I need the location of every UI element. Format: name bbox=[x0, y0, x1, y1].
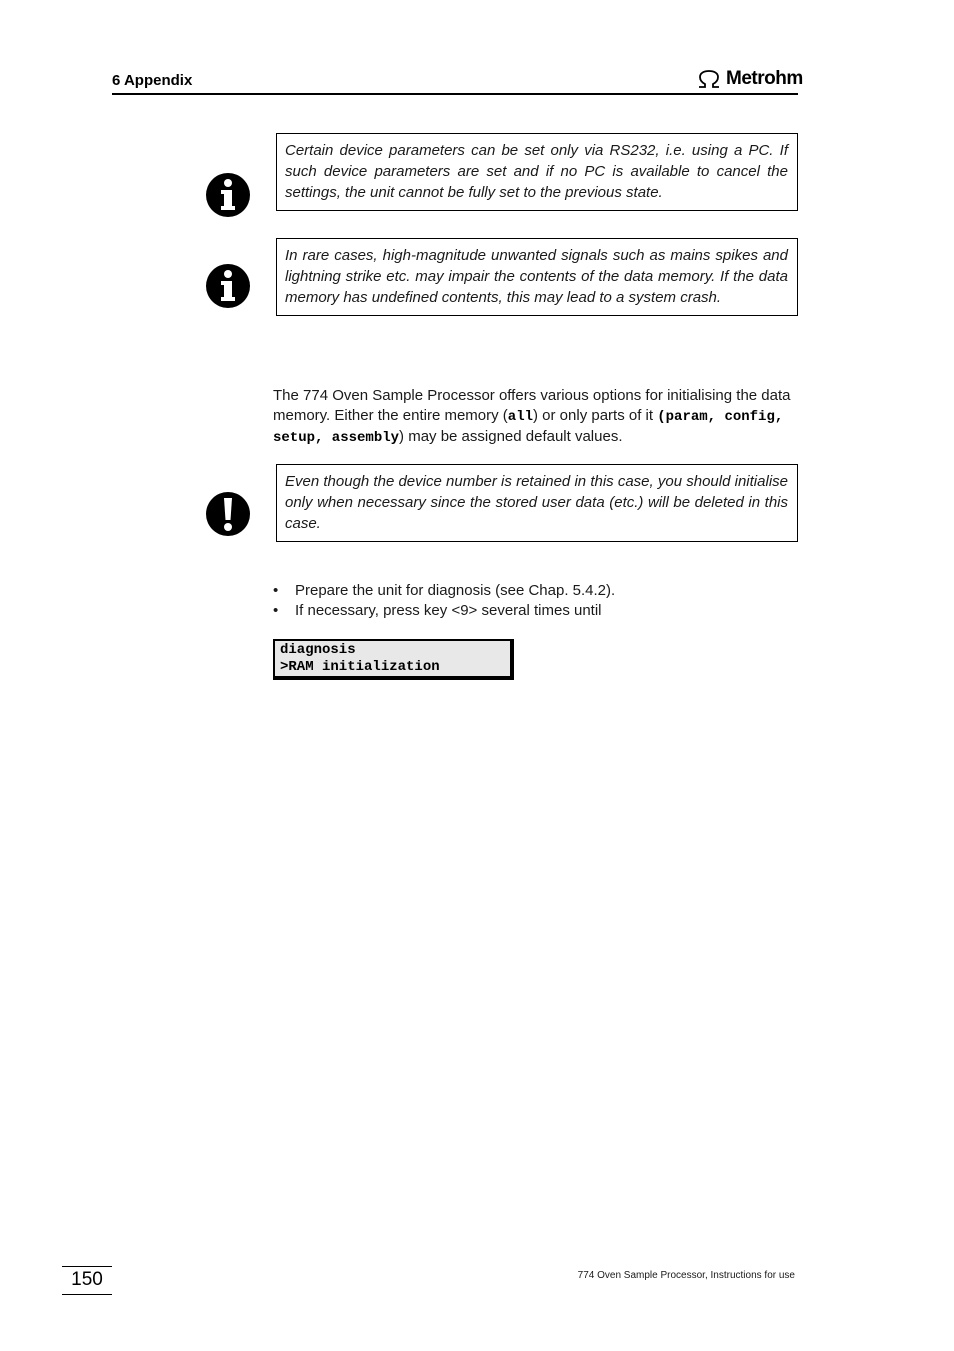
display-line-2: >RAM initialization bbox=[280, 659, 440, 675]
omega-logo-icon bbox=[696, 69, 722, 89]
info-icon bbox=[205, 172, 251, 218]
warning-note: Even though the device number is retained in this case, you should initialise only when necessary since the stored user data (etc.) will be deleted in this case. bbox=[276, 464, 798, 542]
code-all: all bbox=[507, 408, 534, 425]
info-note: Certain device parameters can be set only via RS232, i.e. using a PC. If such device parameters are set and if no PC is available to cancel the settings, the unit cannot be fully set to the previous state. bbox=[276, 133, 798, 211]
page-number-rule-top bbox=[62, 1266, 112, 1267]
section-title: 6 Appendix bbox=[112, 72, 193, 89]
intro-paragraph bbox=[273, 386, 793, 449]
info-note: In rare cases, high-magnitude unwanted signals such as mains spikes and lightning strike etc. may impair the contents of the data memory. If the data memory has undefined contents, this may lead to a system crash. bbox=[276, 238, 798, 316]
page-number-rule bbox=[62, 1294, 112, 1295]
paragraph-text: The 774 Oven Sample Processor offers various options for initialising the data memory. Either the entire memory ( bbox=[273, 387, 791, 424]
footer-doc-title: 774 Oven Sample Processor, Instructions for use bbox=[577, 1270, 795, 1281]
paragraph-text: ) or only parts of it bbox=[533, 406, 658, 424]
header-rule bbox=[112, 93, 798, 95]
list-item: • Prepare the unit for diagnosis (see Chap. 5.4.2). bbox=[273, 581, 793, 601]
step-list bbox=[273, 581, 793, 621]
code-parts: (param, config, setup, assembly bbox=[273, 408, 784, 446]
brand-logo bbox=[696, 68, 803, 90]
display-line-1: diagnosis bbox=[280, 642, 356, 658]
device-display bbox=[273, 639, 514, 680]
exclamation-icon bbox=[205, 491, 251, 537]
list-item: • If necessary, press key <9> several times until bbox=[273, 601, 793, 621]
page-number: 150 bbox=[71, 1269, 103, 1290]
info-icon bbox=[205, 263, 251, 309]
paragraph-text: ) may be assigned default values. bbox=[399, 428, 623, 445]
brand-name: Metrohm bbox=[726, 68, 803, 89]
